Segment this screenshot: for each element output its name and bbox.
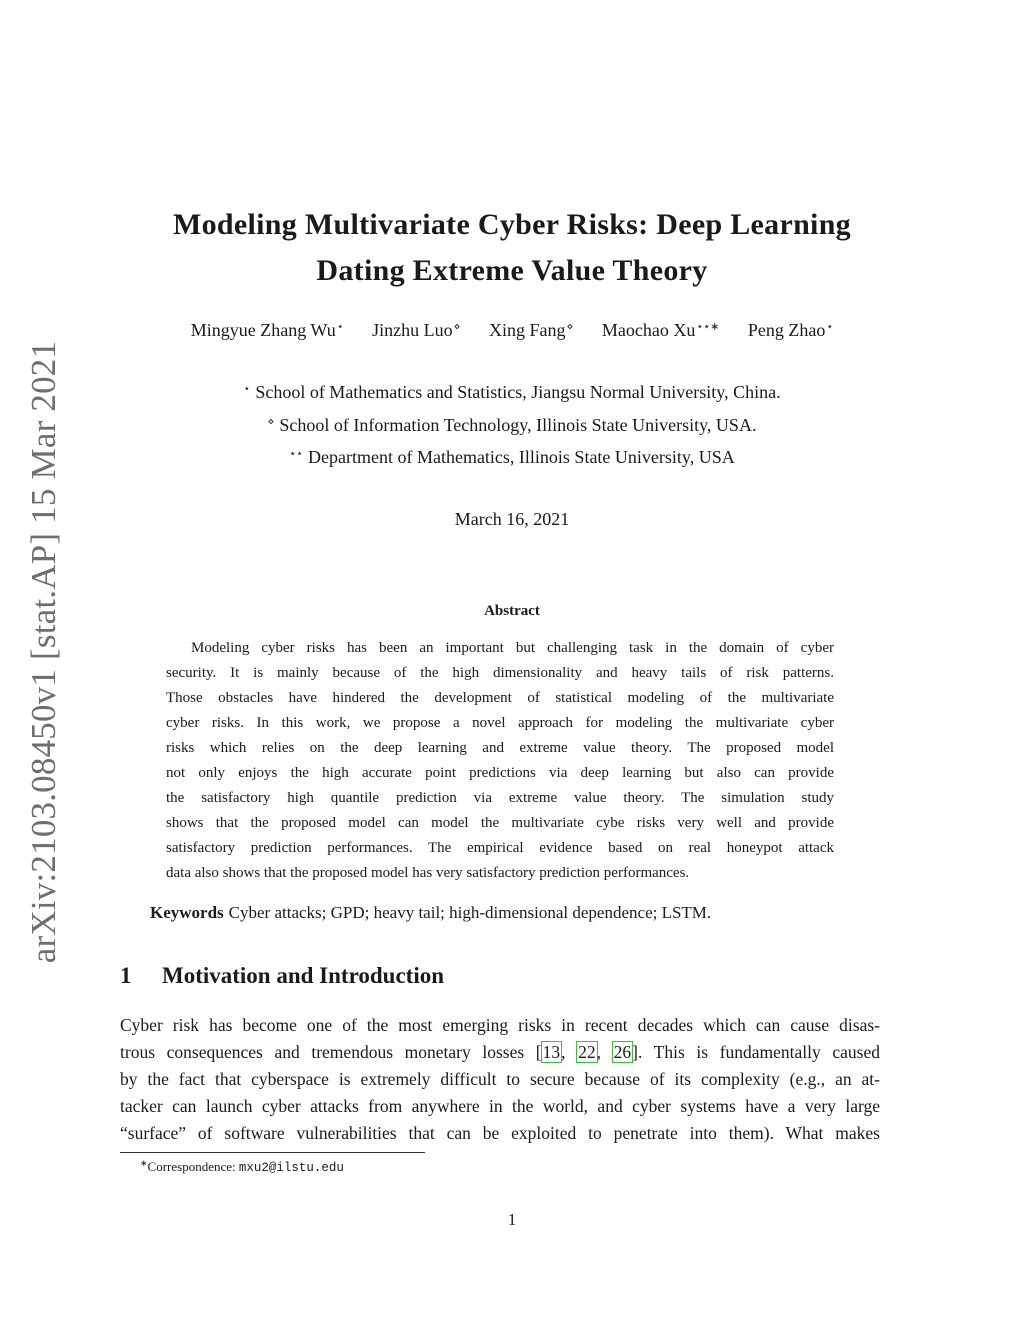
author-5 — [748, 320, 833, 341]
body-text-segment: trous consequences and tremendous monetary losses [ — [120, 1042, 542, 1062]
section-heading — [120, 963, 444, 989]
author-3 — [489, 320, 573, 341]
keywords-label: Keywords — [150, 903, 224, 922]
keywords-text: Cyber attacks; GPD; heavy tail; high-dimensional dependence; LSTM. — [228, 903, 712, 922]
author-mark: ⋄ — [453, 321, 461, 333]
abstract-line: risks which relies on the deep learning and extreme value theory. The proposed model — [166, 740, 834, 756]
abstract-line: Modeling cyber risks has been an important but challenging task in the domain of cyber — [191, 640, 834, 656]
abstract-line: cyber risks. In this work, we propose a novel approach for modeling the multivariate cyber — [166, 715, 834, 731]
author-name: Jinzhu Luo — [372, 320, 453, 340]
body-line: Cyber risk has become one of the most emerging risks in recent decades which can cause disas- — [120, 1015, 880, 1035]
abstract-heading: Abstract — [484, 603, 540, 619]
abstract-line: Those obstacles have hindered the development of statistical modeling of the multivariate — [166, 690, 834, 706]
affiliation-1 — [0, 375, 1024, 408]
section-title: Motivation and Introduction — [162, 963, 445, 988]
affiliation-mark: ⋄ — [267, 415, 275, 428]
footnote-rule — [120, 1152, 425, 1153]
footnote — [140, 1158, 344, 1175]
title-line-1: Modeling Multivariate Cyber Risks: Deep Learning — [173, 208, 851, 241]
author-name: Maochao Xu — [601, 320, 696, 340]
author-4 — [602, 320, 719, 341]
author-name: Mingyue Zhang Wu — [190, 320, 336, 340]
affiliation-mark: ⋆⋆ — [289, 448, 303, 460]
affiliation-2 — [0, 408, 1024, 441]
title-line-2: Dating Extreme Value Theory — [316, 254, 708, 287]
footnote-mark: ∗ — [140, 1158, 148, 1168]
affiliation-3 — [0, 440, 1024, 473]
citation-link-13[interactable]: 13 — [542, 1042, 561, 1062]
abstract-body — [166, 636, 834, 886]
body-text-segment: ]. This is fundamentally caused — [632, 1042, 881, 1062]
page-number: 1 — [507, 1210, 517, 1229]
body-line: tacker can launch cyber attacks from anywhere in the world, and cyber systems have a very large — [120, 1096, 880, 1116]
footnote-label: Correspondence: — [147, 1159, 239, 1174]
paper-title — [0, 202, 1024, 294]
abstract-line: the satisfactory high quantile prediction via extreme value theory. The simulation study — [166, 790, 834, 806]
abstract-line: security. It is mainly because of the high dimensionality and heavy tails of risk patterns. — [166, 665, 834, 681]
affiliation-text: School of Information Technology, Illinois State University, USA. — [279, 414, 757, 435]
abstract-line: not only enjoys the high accurate point predictions via deep learning but also can provide — [166, 765, 834, 781]
author-mark: ⋆⋆∗ — [696, 321, 720, 333]
affiliation-text: Department of Mathematics, Illinois State University, USA — [308, 447, 735, 467]
section-number: 1 — [120, 963, 132, 988]
citation-link-26[interactable]: 26 — [613, 1042, 632, 1062]
author-name: Xing Fang — [488, 320, 566, 340]
body-line: by the fact that cyberspace is extremely difficult to secure because of its complexity (e.g., an at- — [120, 1069, 880, 1089]
author-mark: ⋆ — [336, 321, 344, 333]
body-line: “surface” of software vulnerabilities that can be exploited to penetrate into them). What makes — [120, 1123, 880, 1143]
abstract-line: satisfactory prediction performances. The empirical evidence based on real honeypot attack — [166, 840, 834, 856]
author-2 — [372, 320, 460, 341]
abstract-line: shows that the proposed model can model the multivariate cybe risks very well and provide — [166, 815, 834, 831]
author-list — [0, 320, 1024, 341]
affiliation-mark: ⋆ — [243, 383, 251, 395]
affiliation-text: School of Mathematics and Statistics, Jiangsu Normal University, China. — [255, 382, 781, 402]
body-paragraph — [120, 1012, 880, 1147]
abstract-line: data also shows that the proposed model has very satisfactory prediction performances. — [166, 865, 690, 881]
author-1 — [191, 320, 344, 341]
author-mark: ⋄ — [566, 321, 574, 333]
author-name: Peng Zhao — [747, 320, 826, 340]
author-mark: ⋆ — [826, 321, 834, 333]
affiliations — [0, 375, 1024, 473]
arxiv-stamp-text: arXiv:2103.08450v1 [stat.AP] 15 Mar 2021 — [24, 340, 63, 964]
footnote-email[interactable]: mxu2@ilstu.edu — [238, 1161, 344, 1175]
citation-link-22[interactable]: 22 — [578, 1042, 596, 1062]
body-line: trous consequences and tremendous monetary losses [13, 22, 26]. This is fundamentally caused — [120, 1042, 881, 1062]
paper-date: March 16, 2021 — [454, 509, 570, 529]
keywords — [150, 903, 711, 923]
